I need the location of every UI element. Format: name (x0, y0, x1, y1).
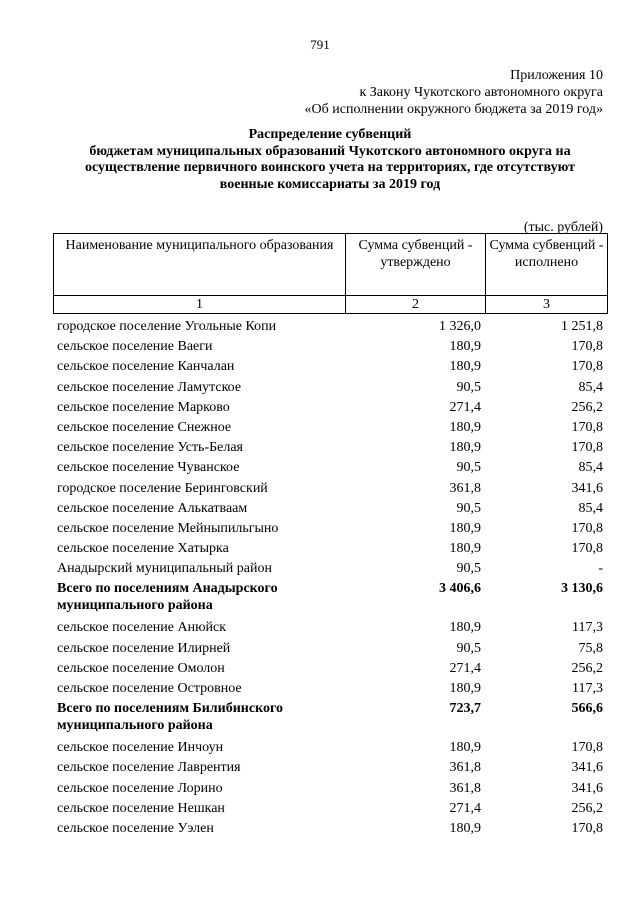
row-approved: 180,9 (449, 419, 481, 435)
row-name: сельское поселение Омолон (57, 660, 225, 676)
row-name: сельское поселение Ламутское (57, 379, 242, 395)
row-name: сельское поселение Островное (57, 681, 242, 696)
row-approved: 3 406,6 (439, 581, 481, 597)
table-row-total (53, 580, 607, 619)
row-executed: 256,2 (571, 800, 603, 816)
row-approved: 271,4 (449, 800, 481, 816)
row-executed: - (598, 561, 603, 577)
row-approved: 271,4 (449, 399, 481, 415)
table-row (53, 619, 607, 639)
row-executed: 170,8 (571, 740, 603, 756)
row-name: сельское поселение Уэлен (57, 820, 214, 836)
table-row-total (53, 700, 607, 739)
table-row (53, 560, 607, 580)
title-line-1: Распределение субвенций (248, 127, 412, 142)
row-approved: 180,9 (449, 681, 481, 696)
table-row (53, 520, 607, 540)
row-approved: 180,9 (449, 520, 481, 536)
title-line-4: военные комиссариаты за 2019 год (219, 176, 441, 192)
row-approved: 180,9 (449, 820, 481, 836)
appendix-line-3: «Об исполнении окружного бюджета за 2019 год» (304, 102, 603, 117)
table-row (53, 540, 607, 560)
row-executed: 170,8 (571, 339, 603, 355)
row-executed: 170,8 (571, 520, 603, 536)
row-executed: 170,8 (571, 820, 603, 836)
table-row (53, 660, 607, 680)
row-approved: 90,5 (456, 460, 481, 476)
row-approved: 361,8 (449, 780, 481, 796)
table-row (53, 820, 607, 840)
row-approved: 180,9 (449, 359, 481, 375)
title-line-2: бюджетам муниципальных образований Чукотского автономного округа на (89, 143, 571, 159)
page-number: 791 (310, 37, 330, 52)
row-executed: 566,6 (571, 701, 603, 717)
row-executed: 170,8 (571, 419, 603, 435)
table-row (53, 419, 607, 439)
row-name: сельское поселение Ваеги (57, 339, 213, 355)
row-executed: 170,8 (571, 359, 603, 375)
row-executed: 170,8 (571, 440, 603, 456)
table-row (53, 318, 607, 338)
row-approved: 90,5 (456, 640, 481, 656)
row-name: сельское поселение Лаврентия (57, 760, 241, 776)
appendix-line-2: к Закону Чукотского автономного округа (359, 85, 603, 100)
header-approved: Сумма субвенций - утверждено (346, 234, 486, 296)
row-name: сельское поселение Хатырка (57, 541, 229, 557)
row-executed: 117,3 (572, 681, 603, 696)
row-approved: 180,9 (449, 541, 481, 557)
row-name: сельское поселение Чуванское (57, 460, 240, 476)
row-executed: 3 130,6 (561, 581, 603, 597)
table-row (53, 800, 607, 820)
row-name: сельское поселение Нешкан (57, 800, 225, 816)
row-name: сельское поселение Лорино (57, 780, 223, 796)
column-number-1: 1 (54, 296, 346, 314)
row-executed: 1 251,8 (561, 319, 603, 334)
document-title (30, 127, 630, 193)
table-row (53, 640, 607, 660)
row-name: городское поселение Угольные Копи (57, 319, 277, 334)
title-line-3: осуществление первичного воинского учета на территориях, где отсутствуют (84, 160, 575, 175)
row-approved: 180,9 (449, 339, 481, 355)
row-approved: 180,9 (449, 440, 481, 456)
column-number-3: 3 (486, 296, 608, 314)
row-executed: 256,2 (571, 660, 603, 676)
row-executed: 170,8 (571, 541, 603, 557)
row-executed: 85,4 (578, 500, 603, 516)
table-row (53, 379, 607, 399)
row-approved: 90,5 (456, 561, 481, 577)
header-executed: Сумма субвенций - исполнено (486, 234, 608, 296)
row-executed: 117,3 (572, 620, 603, 636)
table-header (53, 233, 608, 314)
row-name: Всего по поселениям Билибинского муниципального района (57, 701, 283, 734)
table-row (53, 759, 607, 779)
row-name: сельское поселение Снежное (57, 419, 232, 435)
table-row (53, 739, 607, 759)
row-name: сельское поселение Илирней (57, 640, 231, 656)
row-approved: 90,5 (456, 500, 481, 516)
row-name: Всего по поселениям Анадырского муниципального района (57, 581, 278, 614)
row-executed: 341,6 (571, 780, 603, 796)
table-row (53, 459, 607, 479)
row-approved: 361,8 (449, 760, 481, 776)
row-name: сельское поселение Инчоун (57, 740, 224, 756)
row-name: сельское поселение Усть-Белая (57, 440, 243, 456)
table-row (53, 500, 607, 520)
data-table (53, 318, 607, 840)
row-name: сельское поселение Анюйск (57, 620, 227, 636)
row-approved: 1 326,0 (439, 319, 481, 334)
row-name: Анадырский муниципальный район (57, 561, 272, 577)
appendix-line-1: Приложения 10 (510, 68, 603, 83)
row-executed: 75,8 (578, 640, 603, 656)
row-approved: 180,9 (449, 620, 481, 636)
row-approved: 271,4 (449, 660, 481, 676)
row-approved: 90,5 (456, 379, 481, 395)
row-approved: 361,8 (449, 480, 481, 496)
table-row (53, 399, 607, 419)
row-name: сельское поселение Канчалан (57, 359, 235, 375)
table-row (53, 358, 607, 378)
row-executed: 85,4 (578, 379, 603, 395)
row-approved: 180,9 (449, 740, 481, 756)
table-row (53, 338, 607, 358)
row-name: сельское поселение Мейныпильгыно (57, 520, 279, 536)
table-row (53, 780, 607, 800)
row-approved: 723,7 (449, 701, 481, 717)
row-executed: 341,6 (571, 480, 603, 496)
row-name: сельское поселение Алькатваам (57, 500, 248, 516)
row-executed: 256,2 (571, 399, 603, 415)
column-number-2: 2 (346, 296, 486, 314)
table-row (53, 480, 607, 500)
appendix-reference (305, 67, 603, 118)
units-label: (тыс. рублей) (523, 220, 603, 235)
row-executed: 85,4 (578, 460, 603, 476)
row-name: сельское поселение Марково (57, 399, 230, 415)
row-name: городское поселение Беринговский (57, 480, 268, 496)
row-executed: 341,6 (571, 760, 603, 776)
header-name: Наименование муниципального образования (54, 234, 346, 296)
table-row (53, 439, 607, 459)
table-row (53, 680, 607, 700)
